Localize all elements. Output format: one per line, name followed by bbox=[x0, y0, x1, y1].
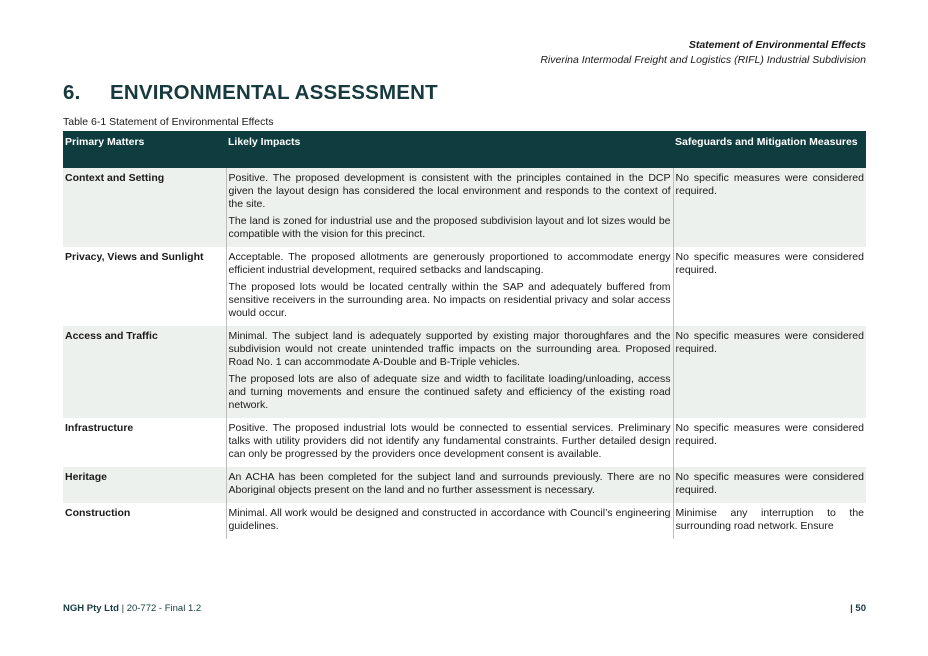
footer-doc-ref: | 20-772 - Final 1.2 bbox=[121, 603, 202, 614]
impact-paragraph: Positive. The proposed development is consistent with the principles contained in the DCP given the layout design has considered the local environment and responds to the context of the site. bbox=[228, 172, 671, 210]
column-header-safeguards-label: Safeguards and Mitigation Measures bbox=[675, 136, 858, 148]
likely-impacts-cell bbox=[226, 168, 673, 247]
impact-paragraph: The proposed lots are also of adequate size and width to facilitate loading/unloading, access and turning movements and ensure the continued safety and efficiency of the existing road network. bbox=[228, 373, 671, 411]
mitigation-measures-cell: Minimise any interruption to the surrounding road network. Ensure bbox=[675, 507, 864, 532]
table-row bbox=[63, 503, 866, 539]
footer-company: NGH Pty Ltd bbox=[63, 603, 119, 614]
primary-matter-cell: Infrastructure bbox=[65, 422, 134, 434]
running-header-title: Statement of Environmental Effects bbox=[688, 39, 866, 51]
mitigation-measures-cell: No specific measures were considered required. bbox=[675, 251, 864, 276]
impact-paragraph: Positive. The proposed industrial lots would be connected to essential services. Preliminary talks with utility providers did not identify any fundamental constraints. Further detailed design can only be progressed by the providers once development consent is available. bbox=[228, 422, 671, 460]
primary-matter-cell: Privacy, Views and Sunlight bbox=[65, 251, 204, 263]
section-number: 6. bbox=[63, 81, 81, 104]
likely-impacts-cell bbox=[226, 467, 673, 503]
mitigation-measures-cell: No specific measures were considered required. bbox=[673, 467, 866, 503]
table-row bbox=[63, 467, 866, 503]
primary-matter-cell: Construction bbox=[65, 507, 131, 519]
section-title: ENVIRONMENTAL ASSESSMENT bbox=[110, 81, 438, 104]
column-header-primary-matters: Primary Matters bbox=[63, 131, 226, 168]
mitigation-measures-cell: No specific measures were considered required. bbox=[673, 326, 866, 418]
footer-page-number: | 50 bbox=[850, 603, 866, 614]
likely-impacts-cell bbox=[226, 247, 673, 326]
column-header-safeguards bbox=[673, 131, 866, 168]
table-header-row bbox=[63, 131, 866, 168]
likely-impacts-cell bbox=[226, 503, 673, 539]
likely-impacts-cell bbox=[226, 418, 673, 467]
table-row bbox=[63, 247, 866, 326]
mitigation-measures-cell: No specific measures were considered required. bbox=[673, 168, 866, 247]
primary-matter-cell: Context and Setting bbox=[63, 168, 226, 247]
primary-matter-cell: Heritage bbox=[63, 467, 226, 503]
impact-paragraph: The proposed lots would be located centrally within the SAP and adequately buffered from sensitive receivers in the surrounding area. No impacts on residential privacy and solar access would occur. bbox=[228, 281, 671, 319]
impact-paragraph: Acceptable. The proposed allotments are generously proportioned to accommodate energy efficient industrial development, required setbacks and landscaping. bbox=[228, 251, 671, 276]
table-row bbox=[63, 168, 866, 247]
impact-paragraph: Minimal. All work would be designed and constructed in accordance with Council’s engineering guidelines. bbox=[228, 507, 671, 532]
likely-impacts-cell bbox=[226, 326, 673, 418]
section-heading bbox=[63, 81, 438, 105]
table-row bbox=[63, 418, 866, 467]
primary-matter-cell: Access and Traffic bbox=[63, 326, 226, 418]
mitigation-measures-cell: No specific measures were considered required. bbox=[675, 422, 864, 447]
column-header-likely-impacts: Likely Impacts bbox=[226, 131, 673, 168]
impact-paragraph: Minimal. The subject land is adequately supported by existing major thoroughfares and the subdivision would not create unintended traffic impacts on the surrounding area. Proposed Road No. 1 can accommodate A-Double and B-Triple vehicles. bbox=[228, 330, 671, 368]
impact-paragraph: An ACHA has been completed for the subject land and surrounds previously. There are no Aboriginal objects present on the land and no further assessment is necessary. bbox=[228, 471, 671, 496]
table-row bbox=[63, 326, 866, 418]
impact-paragraph: The land is zoned for industrial use and the proposed subdivision layout and lot sizes would be compatible with the vision for this precinct. bbox=[228, 215, 671, 240]
environmental-effects-table bbox=[63, 131, 866, 539]
table-caption: Table 6-1 Statement of Environmental Effects bbox=[63, 116, 274, 128]
running-header-subtitle: Riverina Intermodal Freight and Logistics (RIFL) Industrial Subdivision bbox=[540, 54, 866, 66]
footer-document-info bbox=[63, 603, 201, 614]
